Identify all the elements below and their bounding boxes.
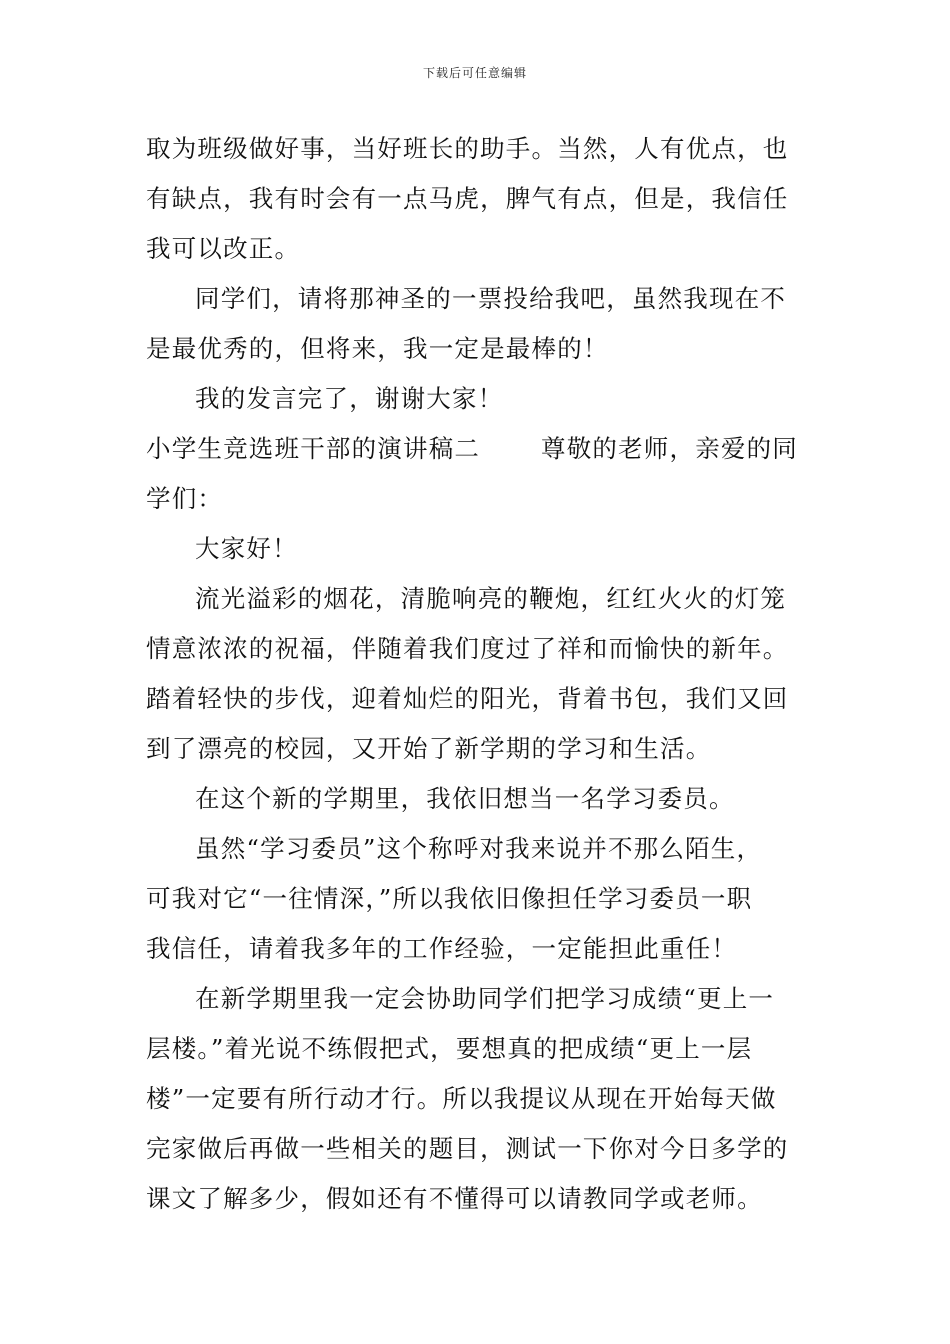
paragraph-start-line: 同学们，请将那神圣的一票投给我吧，虽然我现在不 [195, 284, 787, 313]
paragraph-start-line: 流光溢彩的烟花，清脆响亮的鞭炮，红红火火的灯笼 [195, 584, 787, 613]
text-line: 课文了解多少，假如还有不懂得可以请教同学或老师。 [146, 1184, 763, 1213]
paragraph-start-line: 虽然“学习委员”这个称呼对我来说并不那么陌生， [195, 834, 763, 863]
text-line: 楼”一定要有所行动才行。所以我提议从现在开始每天做 [146, 1084, 777, 1113]
speech-title-row [146, 432, 826, 466]
speech-title: 小学生竞选班干部的演讲稿二 [146, 434, 481, 463]
text-line: 完家做后再做一些相关的题目，测试一下你对今日多学的 [146, 1134, 789, 1163]
text-line: 我可以改正。 [146, 234, 301, 263]
text-line: 取为班级做好事，当好班长的助手。当然，人有优点，也 [146, 134, 789, 163]
page-header-note: 下载后可任意编辑 [422, 66, 527, 80]
text-line: 情意浓浓的祝福，伴随着我们度过了祥和而愉快的新年。 [146, 634, 789, 663]
text-line: 踏着轻快的步伐，迎着灿烂的阳光，背着书包，我们又回 [146, 684, 789, 713]
greeting-text: 尊敬的老师，亲爱的同 [541, 434, 798, 463]
text-line: 学们： [146, 484, 224, 513]
paragraph-start-line: 我的发言完了，谢谢大家！ [195, 384, 504, 413]
paragraph-start-line: 在这个新的学期里，我依旧想当一名学习委员。 [195, 784, 735, 813]
text-line: 是最优秀的，但将来，我一定是最棒的！ [146, 334, 609, 363]
paragraph-start-line: 在新学期里我一定会协助同学们把学习成绩“更上一 [195, 984, 775, 1013]
paragraph-start-line: 大家好！ [195, 534, 298, 563]
text-line: 可我对它“一往情深，”所以我依旧像担任学习委员一职 [146, 884, 753, 913]
text-line: 我信任，请着我多年的工作经验，一定能担此重任！ [146, 934, 738, 963]
text-line: 有缺点，我有时会有一点马虎，脾气有点，但是，我信任 [146, 184, 789, 213]
text-line: 到了漂亮的校园，又开始了新学期的学习和生活。 [146, 734, 712, 763]
text-line: 层楼。”着光说不练假把式，要想真的把成绩“更上一层 [146, 1034, 753, 1063]
